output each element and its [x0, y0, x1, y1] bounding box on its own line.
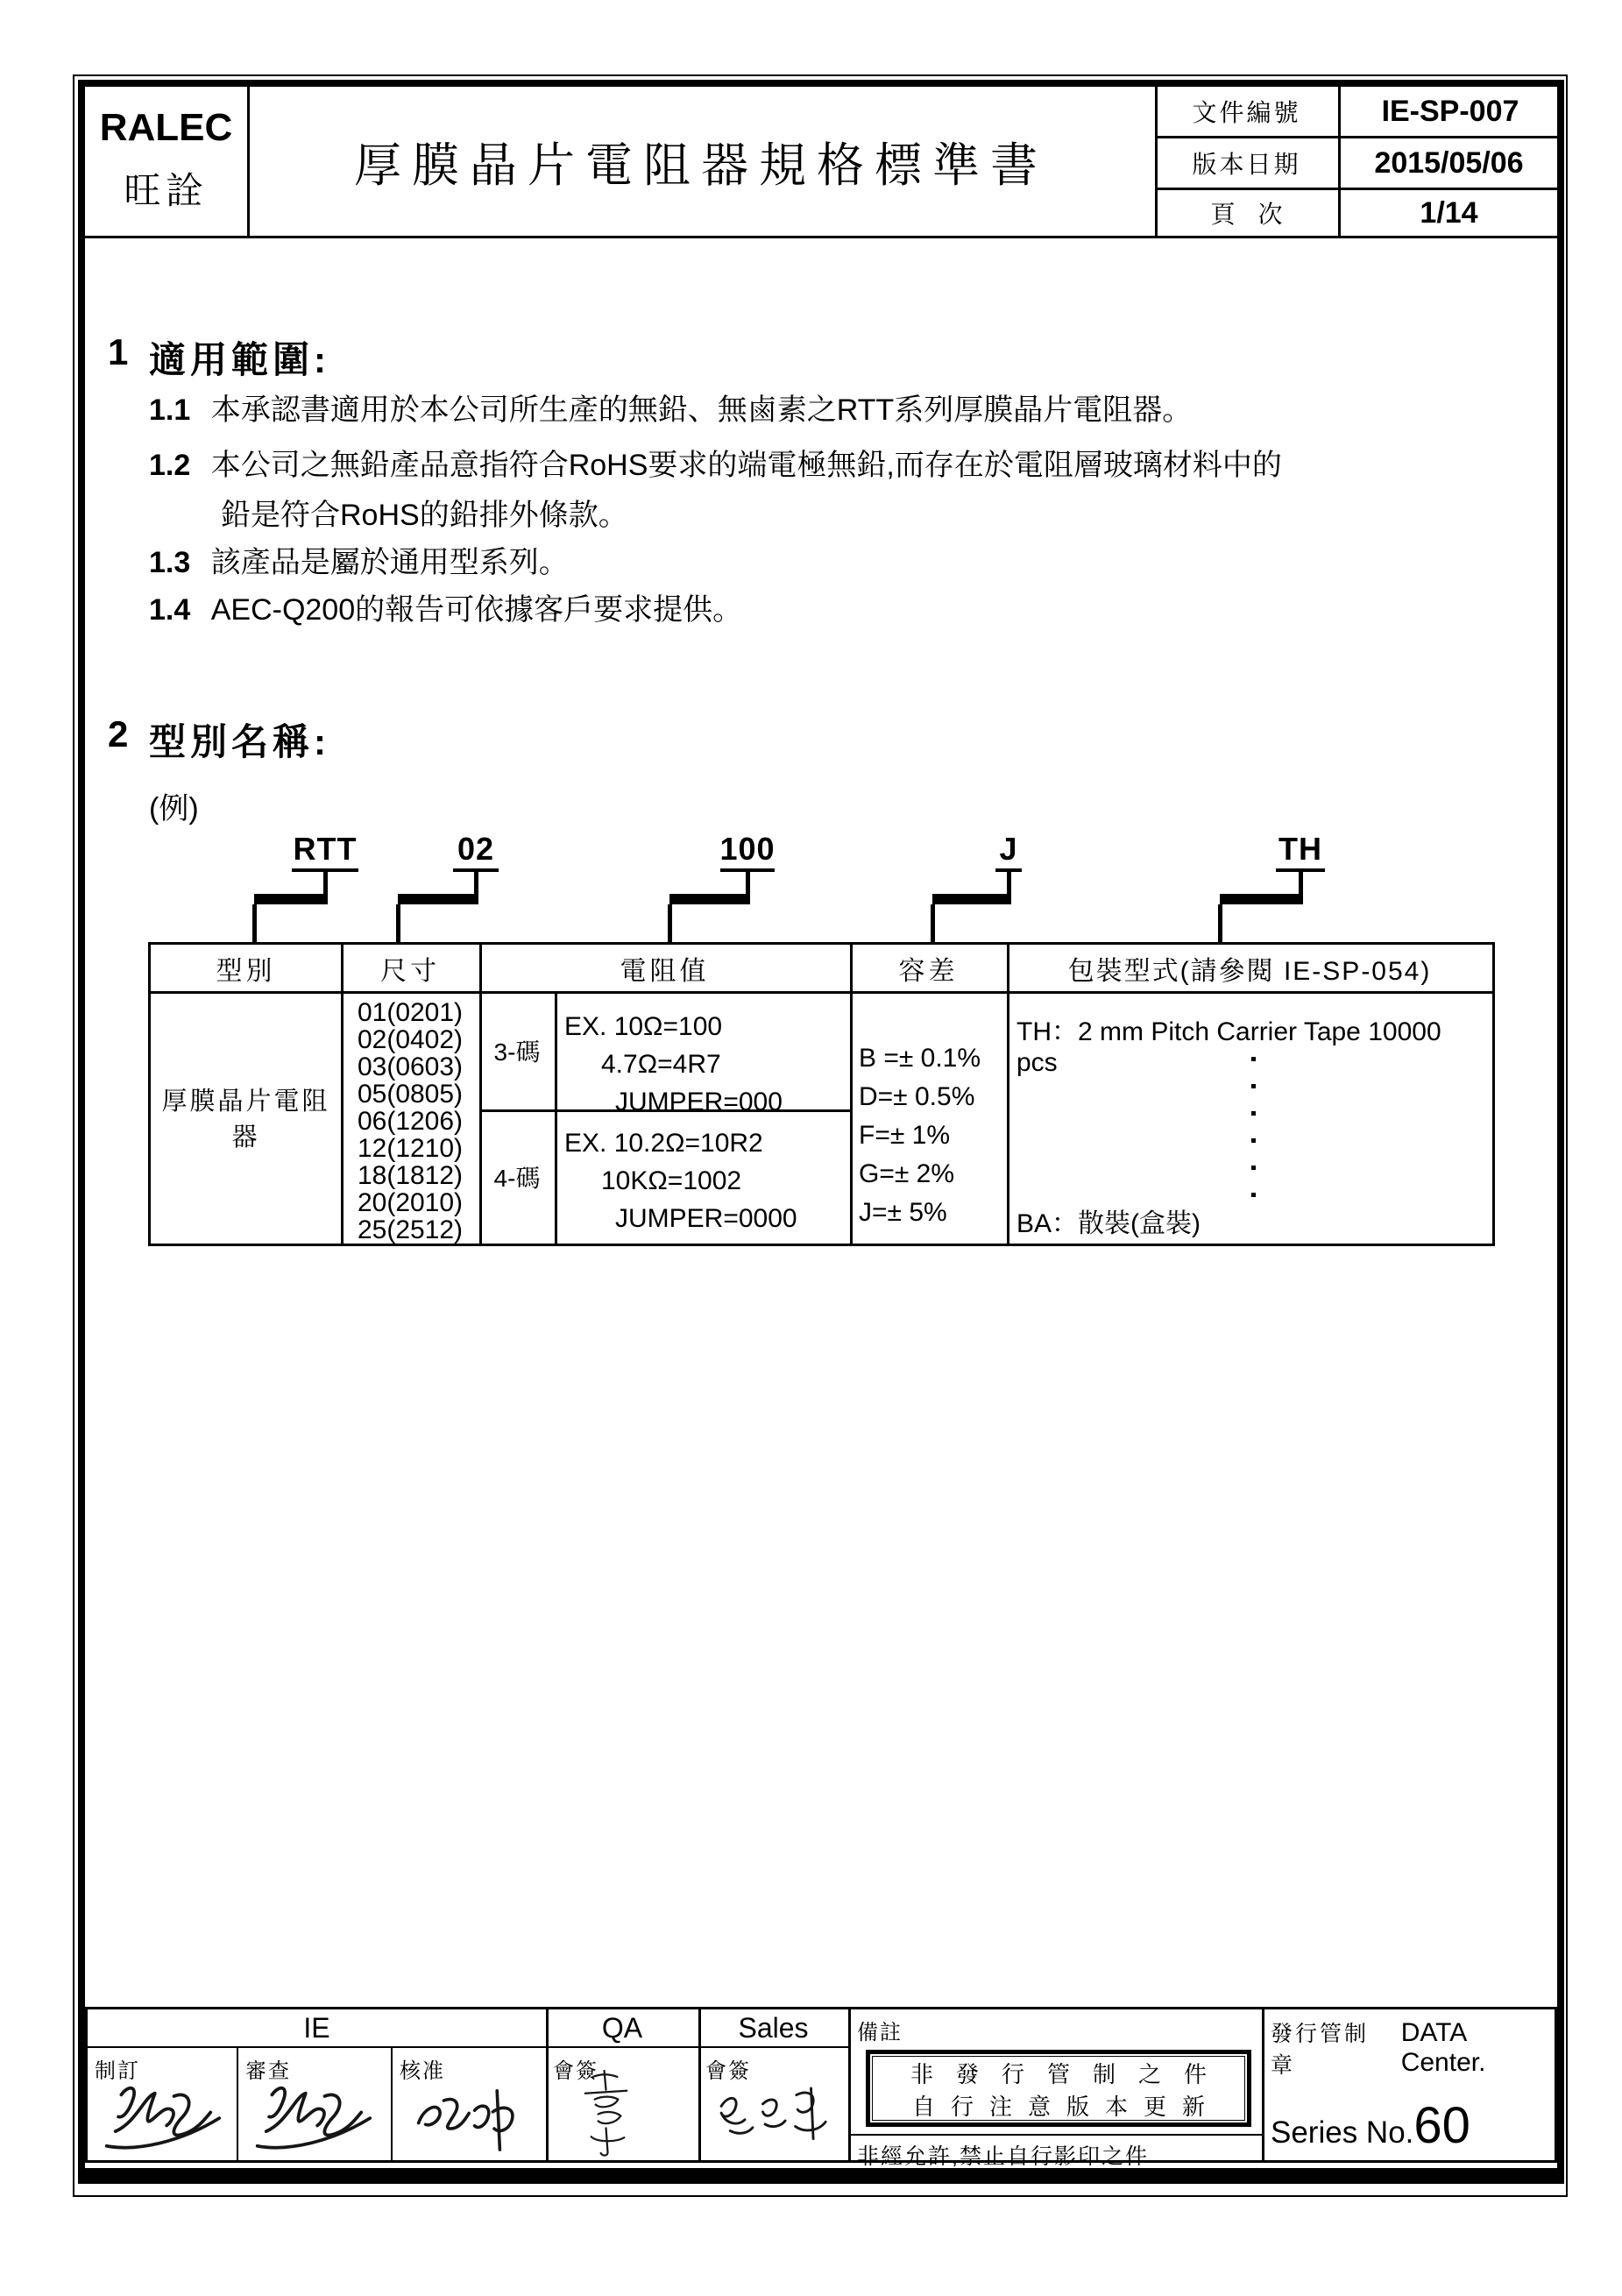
resistance-example: EX. 10Ω=100 [564, 1012, 723, 1041]
remarks-label: 備註 [857, 2021, 903, 2044]
footer-divider-draft-review [237, 2048, 238, 2160]
remarks-box [866, 2050, 1251, 2127]
spec-packaging-ba: BA：散裝(盒裝) [1016, 1209, 1201, 1238]
code-resistance: 100 [719, 831, 776, 867]
resistance-example: 10KΩ=1002 [601, 1166, 742, 1195]
item-1-2-number: 1.2 [149, 449, 191, 482]
version-date-label: 版本日期 [1192, 151, 1301, 178]
doc-number-value: IE-SP-007 [1381, 94, 1519, 128]
section1-item-1 [149, 386, 1516, 429]
connector-packaging-v2 [1218, 904, 1222, 943]
size-row: 02(0402) [357, 1025, 464, 1054]
spec-model-cell: 厚膜晶片電阻器 [161, 1088, 330, 1152]
stamp-cell [1271, 2016, 1556, 2080]
packaging-dots [1251, 1057, 1257, 1197]
stamp-value: DATA Center. [1400, 2018, 1486, 2077]
spec-3digit-examples [564, 1008, 845, 1121]
footer-group-sales: Sales [738, 2011, 809, 2044]
spec-header-tolerance: 容差 [898, 956, 959, 986]
size-row: 05(0805) [357, 1080, 464, 1109]
signature-qa-sign [556, 2067, 661, 2158]
connector-resistance-step [669, 894, 750, 904]
item-1-4-text: AEC-Q200的報告可依據客戶要求提供。 [210, 593, 743, 627]
size-row: 06(1206) [357, 1107, 464, 1136]
connector-tolerance-v1 [1007, 872, 1011, 896]
spec-4digit-label: 4-碼 [493, 1164, 541, 1192]
header-table [85, 87, 1557, 238]
resistance-example: EX. 10.2Ω=10R2 [564, 1129, 763, 1158]
page-number-value: 1/14 [1420, 195, 1478, 230]
section1-heading: 適用範圍: [149, 339, 330, 380]
section1-number: 1 [108, 331, 129, 372]
signature-approve [400, 2080, 540, 2160]
spec-header-resistance: 電阻值 [620, 956, 710, 986]
item-1-1-number: 1.1 [149, 393, 191, 427]
connector-series-v1 [323, 872, 328, 896]
item-1-3-text: 該產品是屬於通用型系列。 [210, 546, 569, 579]
connector-size-v1 [474, 872, 478, 896]
footer-divider-review-approve [391, 2048, 393, 2160]
role-draft-label: 制訂 [95, 2059, 140, 2083]
section1-item-3 [149, 538, 1516, 581]
connector-series-step [254, 894, 328, 904]
section2-heading: 型別名稱: [149, 721, 330, 762]
doc-number-label-cell: 文件編號 [1192, 99, 1301, 126]
spec-table [148, 942, 1495, 1246]
size-row: 20(2010) [357, 1188, 464, 1217]
size-row: 01(0201) [357, 998, 464, 1027]
code-series: RTT [293, 831, 358, 867]
code-tolerance: J [999, 831, 1018, 867]
version-date-value: 2015/05/06 [1374, 145, 1524, 180]
connector-packaging-v1 [1299, 872, 1303, 896]
page-number-label: 頁次 [1210, 201, 1306, 228]
connector-series-v2 [252, 904, 257, 943]
tolerance-row: F=± 1% [859, 1121, 951, 1150]
tolerance-row: J=± 5% [859, 1198, 947, 1227]
remarks-box-line2: 自行注意版本更新 [911, 2094, 1221, 2120]
item-1-1-text: 本承認書適用於本公司所生產的無鉛、無鹵素之RTT系列厚膜晶片電阻器。 [210, 393, 1193, 427]
size-row: 12(1210) [357, 1134, 464, 1163]
role-approve-label: 核准 [400, 2059, 445, 2083]
tolerance-row: G=± 2% [859, 1159, 955, 1188]
section1-item-4 [149, 585, 1516, 628]
remarks-box-line1: 非發行管制之件 [910, 2061, 1229, 2087]
document-title: 厚膜晶片電阻器規格標準書 [354, 138, 1048, 192]
logo-cell [85, 87, 247, 236]
connector-packaging-step [1220, 894, 1303, 904]
item-1-4-number: 1.4 [149, 593, 191, 627]
size-row: 03(0603) [357, 1052, 464, 1081]
item-1-2-text: 本公司之無鉛產品意指符合RoHS要求的端電極無鉛,而存在於電阻層玻璃材料中的 [210, 449, 1282, 482]
section1-item-2-continuation: 鉛是符合RoHS的鉛排外條款。 [221, 499, 628, 532]
footer-header-line [88, 2046, 848, 2048]
footer-divider-sales-remarks [848, 2009, 851, 2160]
series-cell [1271, 2097, 1556, 2154]
role-qa-sign-label: 會簽 [553, 2059, 599, 2083]
code-size: 02 [457, 831, 495, 867]
connector-size-step [398, 894, 478, 904]
footer-group-ie: IE [303, 2011, 330, 2044]
signature-draft [93, 2074, 233, 2158]
size-row: 18(1812) [357, 1161, 464, 1190]
connector-tolerance-v2 [931, 904, 935, 943]
size-row: 25(2512) [357, 1215, 464, 1244]
spec-packaging-th: TH：2 mm Pitch Carrier Tape 10000 pcs [1016, 1017, 1441, 1077]
role-review-label: 審查 [245, 2059, 291, 2083]
spec-header-size: 尺寸 [380, 956, 440, 986]
company-logo-chinese: 旺詮 [124, 170, 209, 211]
spec-tolerance-cell [859, 1039, 1007, 1232]
signature-sales-sign [703, 2073, 843, 2157]
spec-col-line-2b [555, 991, 557, 1244]
tolerance-row: D=± 0.5% [859, 1082, 975, 1111]
footer-divider-remarks-stamp [1262, 2009, 1264, 2160]
remarks-bottom-text: 非經允許,禁止自行影印之件 [857, 2144, 1149, 2169]
series-value: 60 [1413, 2097, 1470, 2154]
tolerance-row: B =± 0.1% [859, 1044, 981, 1073]
section2-number: 2 [108, 713, 129, 755]
signature-review [244, 2074, 384, 2158]
stamp-label: 發行管制章 [1271, 2022, 1370, 2078]
connector-resistance-v2 [668, 904, 672, 943]
item-1-3-number: 1.3 [149, 546, 191, 579]
spec-3digit-label: 3-碼 [493, 1038, 541, 1066]
series-label: Series No. [1271, 2115, 1414, 2150]
section1-item-2 [149, 441, 1516, 484]
example-label: (例) [149, 792, 199, 826]
resistance-example: JUMPER=000 [615, 1088, 783, 1116]
spec-sizes-cell [341, 999, 479, 1244]
remarks-divider [848, 2134, 1262, 2136]
spec-header-model: 型別 [216, 956, 276, 986]
spec-4digit-examples [564, 1124, 845, 1237]
company-logo-text: RALEC [99, 106, 233, 149]
role-sales-sign-label: 會簽 [705, 2059, 751, 2083]
approval-footer [85, 2007, 1557, 2169]
header-bottom-line [85, 236, 1557, 238]
spec-header-packaging: 包裝型式(請參閱 IE-SP-054) [1067, 956, 1432, 986]
resistance-example: JUMPER=0000 [615, 1204, 797, 1233]
connector-size-v2 [396, 904, 400, 943]
footer-group-qa: QA [601, 2011, 643, 2044]
resistance-example: 4.7Ω=4R7 [601, 1050, 721, 1079]
connector-tolerance-step [932, 894, 1011, 904]
spec-header-line [151, 991, 1492, 994]
connector-resistance-v1 [746, 872, 750, 896]
code-packaging: TH [1278, 831, 1322, 867]
